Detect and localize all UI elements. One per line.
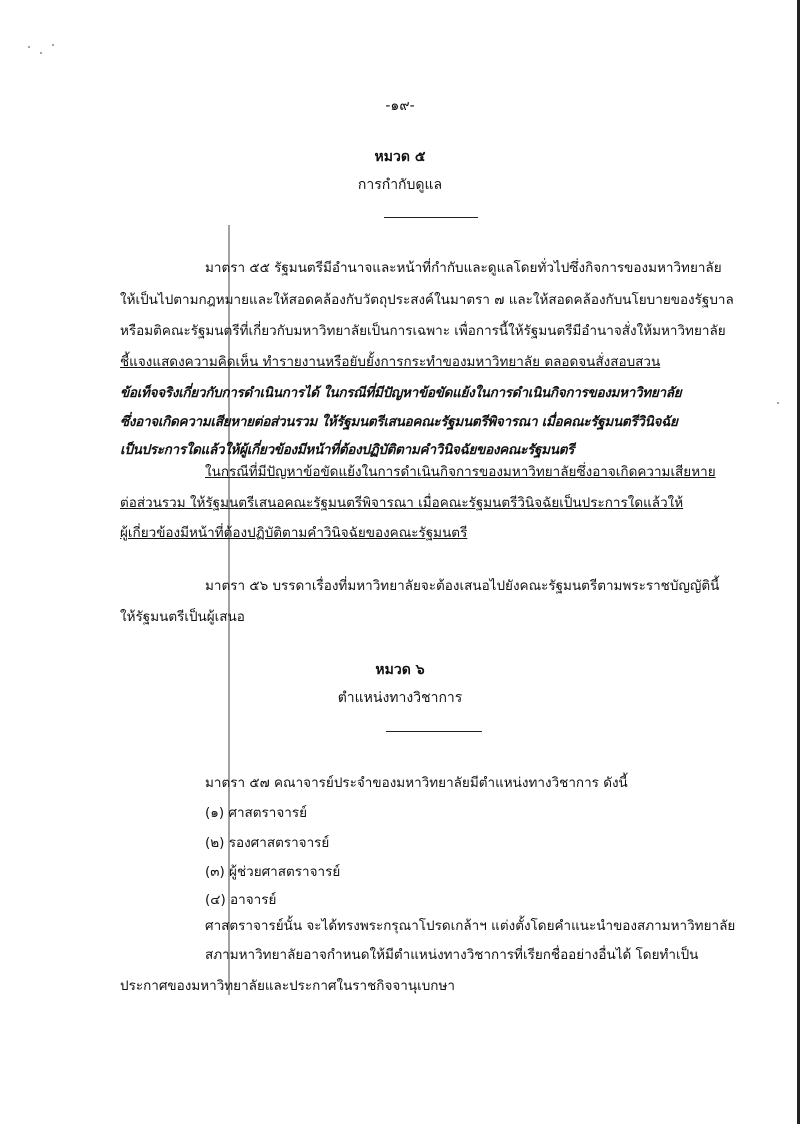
chapter-5-subtitle: การกำกับดูแล — [357, 177, 443, 193]
rank-item-1: (๑) ศาสตราจารย์ — [205, 805, 308, 821]
chapter-6-title: หมวด ๖ — [375, 662, 425, 678]
section-55-para2-line-2: ต่อส่วนรวม ให้รัฐมนตรีเสนอคณะรัฐมนตรีพิจารณา เมื่อคณะรัฐมนตรีวินิจฉัยเป็นประการใดแล้วให้ — [120, 495, 684, 511]
section-55-line-2: ให้เป็นไปตามกฎหมายและให้สอดคล้องกับวัตถุประสงค์ในมาตรา ๗ และให้สอดคล้องกับนโยบายของรัฐบาล — [120, 292, 734, 308]
section-55-line-4: ชี้แจงแสดงความคิดเห็น ทำรายงานหรือยับยั้งการกระทำของมหาวิทยาลัย ตลอดจนสั่งสอบสวน — [120, 354, 661, 370]
section-55-line-6: ซึ่งอาจเกิดความเสียหายต่อส่วนรวม ให้รัฐมนตรีเสนอคณะรัฐมนตรีพิจารณา เมื่อคณะรัฐมนตรีวินิจฉัย — [120, 414, 678, 430]
section-57-closing-1: ศาสตราจารย์นั้น จะได้ทรงพระกรุณาโปรดเกล้าฯ แต่งตั้งโดยคำแนะนำของสภามหาวิทยาลัย — [205, 918, 736, 934]
rank-item-4: (๔) อาจารย์ — [205, 892, 277, 908]
scan-speck — [52, 44, 54, 46]
rank-item-3: (๓) ผู้ช่วยศาสตราจารย์ — [205, 864, 341, 880]
section-55-line-3: หรือมติคณะรัฐมนตรีที่เกี่ยวกับมหาวิทยาลัยเป็นการเฉพาะ เพื่อการนี้ให้รัฐมนตรีมีอำนาจสั่งให้มหาวิทยาลัย — [120, 323, 726, 339]
section-55-line-5: ข้อเท็จจริงเกี่ยวกับการดำเนินการได้ ในกรณีที่มีปัญหาข้อขัดแย้งในการดำเนินกิจการของมหาวิทยาลัย — [120, 385, 682, 401]
section-57-closing-3: ประกาศของมหาวิทยาลัยและประกาศในราชกิจจานุเบกษา — [120, 978, 455, 994]
scan-speck — [28, 46, 30, 48]
page-number: -๑๙- — [385, 98, 415, 114]
chapter-6-divider — [386, 731, 482, 732]
scan-speck — [777, 402, 779, 404]
section-56-line-1: มาตรา ๕๖ บรรดาเรื่องที่มหาวิทยาลัยจะต้องเสนอไปยังคณะรัฐมนตรีตามพระราชบัญญัตินี้ — [205, 578, 720, 594]
section-56-line-2: ให้รัฐมนตรีเป็นผู้เสนอ — [120, 609, 245, 625]
section-55-para2-line-1: ในกรณีที่มีปัญหาข้อขัดแย้งในการดำเนินกิจการของมหาวิทยาลัยซึ่งอาจเกิดความเสียหาย — [205, 464, 716, 480]
chapter-5-title: หมวด ๕ — [374, 149, 426, 165]
section-57-closing-2: สภามหาวิทยาลัยอาจกำหนดให้มีตำแหน่งทางวิชาการที่เรียกชื่ออย่างอื่นได้ โดยทำเป็น — [205, 947, 699, 963]
rank-item-2: (๒) รองศาสตราจารย์ — [205, 835, 330, 851]
section-55-line-1: มาตรา ๕๕ รัฐมนตรีมีอำนาจและหน้าที่กำกับและดูแลโดยทั่วไปซึ่งกิจการของมหาวิทยาลัย — [205, 260, 722, 276]
chapter-6-subtitle: ตำแหน่งทางวิชาการ — [337, 690, 463, 706]
chapter-5-divider — [384, 217, 478, 218]
section-55-para2-line-3: ผู้เกี่ยวข้องมีหน้าที่ต้องปฏิบัติตามคำวินิจฉัยของคณะรัฐมนตรี — [120, 525, 468, 541]
section-55-line-7: เป็นประการใดแล้วให้ผู้เกี่ยวข้องมีหน้าที่ต้องปฏิบัติตามคำวินิจฉัยของคณะรัฐมนตรี — [120, 442, 575, 458]
scan-speck — [40, 52, 42, 54]
section-57-intro: มาตรา ๕๗ คณาจารย์ประจำของมหาวิทยาลัยมีตำแหน่งทางวิชาการ ดังนี้ — [205, 775, 628, 791]
